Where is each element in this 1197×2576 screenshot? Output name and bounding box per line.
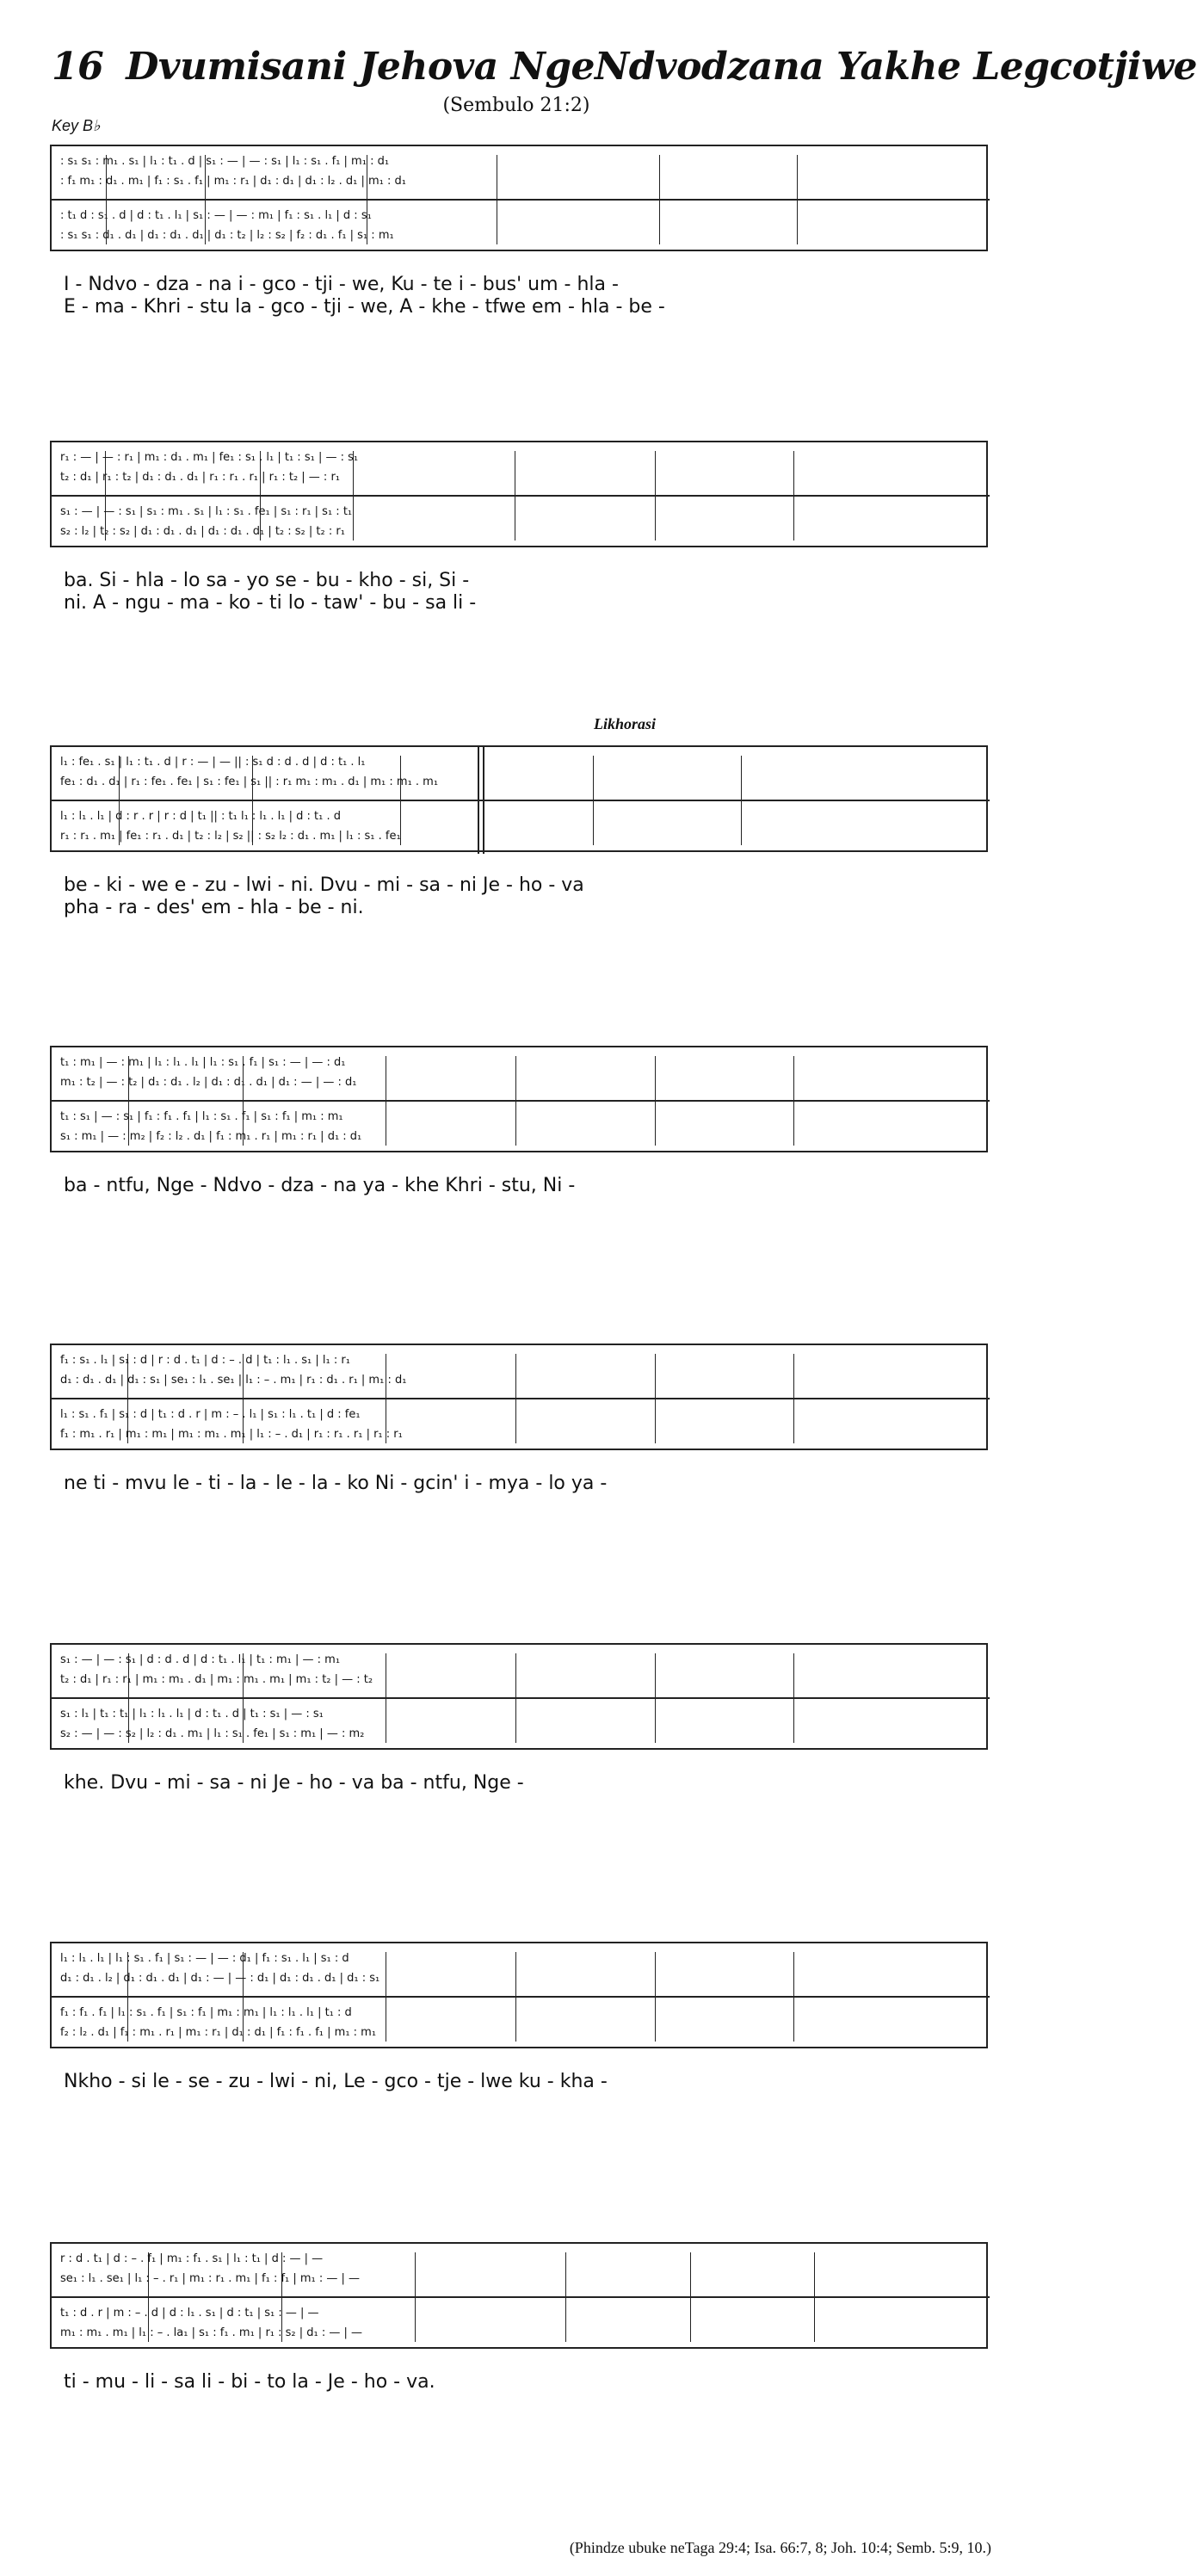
solfa-voice-row: s₁ : l₁ | t₁ : t₁ | l₁ : l₁ . l₁ | d : t₁ . d | t₁ : s₁ | — : s₁ xyxy=(60,1708,324,1720)
lyric-line: khe. Dvu - mi - sa - ni Je - ho - va ba - ntfu, Nge - xyxy=(64,1772,524,1794)
lyric-line: be - ki - we e - zu - lwi - ni. Dvu - mi - sa - ni Je - ho - va xyxy=(64,874,584,896)
lyric-line: ba - ntfu, Nge - Ndvo - dza - na ya - khe Khri - stu, Ni - xyxy=(64,1175,576,1196)
solfa-voice-row: l₁ : fe₁ . s₁ | l₁ : t₁ . d | r : — | — || : s₁ d : d . d | d : t₁ . l₁ xyxy=(60,756,366,769)
solfa-voice-row: s₁ : — | — : s₁ | d : d . d | d : t₁ . l₁ | t₁ : m₁ | — : m₁ xyxy=(60,1653,341,1666)
lyric-line: E - ma - Khri - stu la - gco - tji - we, A - khe - tfwe em - hla - be - xyxy=(64,296,665,318)
solfa-voice-row: : s₁ s₁ : d₁ . d₁ | d₁ : d₁ . d₁ | d₁ : t₂ | l₂ : s₂ | f₂ : d₁ . f₁ | s₁ : m₁ xyxy=(60,229,394,242)
solfa-voice-row: f₂ : l₂ . d₁ | f₁ : m₁ . r₁ | m₁ : r₁ | d₁ : d₁ | f₁ : f₁ . f₁ | m₁ : m₁ xyxy=(60,2026,377,2039)
solfa-staff xyxy=(50,1344,988,1450)
solfa-voice-row: r₁ : r₁ . m₁ | fe₁ : r₁ . d₁ | t₂ : l₂ | s₂ || : s₂ l₂ : d₁ . m₁ | l₁ : s₁ . fe₁ xyxy=(60,830,401,843)
lyric-line: I - Ndvo - dza - na i - gco - tji - we, Ku - te i - bus' um - hla - xyxy=(64,274,619,295)
lyric-line: ne ti - mvu le - ti - la - le - la - ko Ni - gcin' i - mya - lo ya - xyxy=(64,1473,608,1494)
staff-divider xyxy=(52,1398,990,1399)
lyric-line: ti - mu - li - sa li - bi - to la - Je - ho - va. xyxy=(64,2371,435,2393)
solfa-voice-row: : f₁ m₁ : d₁ . m₁ | f₁ : s₁ . f₁ | m₁ : r₁ | d₁ : d₁ | d₁ : l₂ . d₁ | m₁ : d₁ xyxy=(60,175,406,188)
staff-divider xyxy=(52,2296,990,2298)
solfa-staff xyxy=(50,1046,988,1152)
solfa-voice-row: d₁ : d₁ . l₂ | d₁ : d₁ . d₁ | d₁ : — | — : d₁ | d₁ : d₁ . d₁ | d₁ : s₁ xyxy=(60,1972,380,1985)
solfa-voice-row: s₁ : m₁ | — : m₂ | f₂ : l₂ . d₁ | f₁ : m₁ . r₁ | m₁ : r₁ | d₁ : d₁ xyxy=(60,1130,362,1143)
solfa-voice-row: t₁ : d . r | m : – . d | d : l₁ . s₁ | d : t₁ | s₁ : — | — xyxy=(60,2307,319,2320)
solfa-voice-row: f₁ : f₁ . f₁ | l₁ : s₁ . f₁ | s₁ : f₁ | m₁ : m₁ | l₁ : l₁ . l₁ | t₁ : d xyxy=(60,2006,352,2019)
solfa-voice-row: r : d . t₁ | d : – . f₁ | m₁ : f₁ . s₁ | l₁ : t₁ | d : — | — xyxy=(60,2252,324,2265)
solfa-voice-row: f₁ : m₁ . r₁ | m₁ : m₁ | m₁ : m₁ . m₁ | l₁ : – . d₁ | r₁ : r₁ . r₁ | r₁ : r₁ xyxy=(60,1428,403,1441)
lyric-line: ba. Si - hla - lo sa - yo se - bu - kho - si, Si - xyxy=(64,570,470,591)
song-title-text: Dvumisani Jehova NgeNdvodzana Yakhe Legcotjiwe xyxy=(126,45,1197,89)
song-number: 16 xyxy=(52,45,104,89)
solfa-staff xyxy=(50,745,988,852)
staff-divider xyxy=(52,495,990,497)
solfa-voice-row: t₂ : d₁ | r₁ : t₂ | d₁ : d₁ . d₁ | r₁ : r₁ . r₁ | r₁ : t₂ | — : r₁ xyxy=(60,471,340,484)
solfa-voice-row: se₁ : l₁ . se₁ | l₁ : – . r₁ | m₁ : r₁ . m₁ | f₁ : f₁ | m₁ : — | — xyxy=(60,2272,361,2285)
solfa-voice-row: : t₁ d : s₁ . d | d : t₁ . l₁ | s₁ : — | — : m₁ | f₁ : s₁ . l₁ | d : s₁ xyxy=(60,209,372,222)
solfa-staff xyxy=(50,1643,988,1750)
staff-divider xyxy=(52,1996,990,1998)
solfa-voice-row: l₁ : l₁ . l₁ | d : r . r | r : d | t₁ || : t₁ l₁ : l₁ . l₁ | d : t₁ . d xyxy=(60,810,341,823)
solfa-voice-row: f₁ : s₁ . l₁ | s₁ : d | r : d . t₁ | d : – . d | t₁ : l₁ . s₁ | l₁ : r₁ xyxy=(60,1354,350,1367)
song-subtitle: (Sembulo 21:2) xyxy=(442,95,590,116)
solfa-voice-row: s₂ : — | — : s₂ | l₂ : d₁ . m₁ | l₁ : s₁ . fe₁ | s₁ : m₁ | — : m₂ xyxy=(60,1727,365,1740)
lyric-line: pha - ra - des' em - hla - be - ni. xyxy=(64,897,364,918)
solfa-voice-row: l₁ : l₁ . l₁ | l₁ : s₁ . f₁ | s₁ : — | — : d₁ | f₁ : s₁ . l₁ | s₁ : d xyxy=(60,1952,349,1965)
lyric-line: Nkho - si le - se - zu - lwi - ni, Le - gco - tje - lwe ku - kha - xyxy=(64,2071,608,2092)
solfa-staff xyxy=(50,441,988,547)
solfa-voice-row: s₁ : — | — : s₁ | s₁ : m₁ . s₁ | l₁ : s₁ . fe₁ | s₁ : r₁ | s₁ : t₁ xyxy=(60,505,353,518)
staff-divider xyxy=(52,1100,990,1102)
solfa-voice-row: s₂ : l₂ | t₂ : s₂ | d₁ : d₁ . d₁ | d₁ : d₁ . d₁ | t₂ : s₂ | t₂ : r₁ xyxy=(60,525,345,538)
solfa-voice-row: fe₁ : d₁ . d₁ | r₁ : fe₁ . fe₁ | s₁ : fe₁ | s₁ || : r₁ m₁ : m₁ . d₁ | m₁ : m₁ . m₁ xyxy=(60,775,439,788)
solfa-voice-row: m₁ : t₂ | — : t₂ | d₁ : d₁ . l₂ | d₁ : d₁ . d₁ | d₁ : — | — : d₁ xyxy=(60,1076,357,1089)
solfa-voice-row: t₁ : s₁ | — : s₁ | f₁ : f₁ . f₁ | l₁ : s₁ . f₁ | s₁ : f₁ | m₁ : m₁ xyxy=(60,1110,343,1123)
solfa-voice-row: r₁ : — | — : r₁ | m₁ : d₁ . m₁ | fe₁ : s₁ . l₁ | t₁ : s₁ | — : s₁ xyxy=(60,451,359,464)
staff-divider xyxy=(52,1697,990,1699)
staff-divider xyxy=(52,800,990,801)
song-title xyxy=(52,45,1197,89)
solfa-voice-row: d₁ : d₁ . d₁ | d₁ : s₁ | se₁ : l₁ . se₁ | l₁ : – . m₁ | r₁ : d₁ . r₁ | m₁ : d₁ xyxy=(60,1374,407,1387)
staff-divider xyxy=(52,199,990,201)
key-signature: Key B♭ xyxy=(52,117,101,134)
solfa-voice-row: : s₁ s₁ : m₁ . s₁ | l₁ : t₁ . d | s₁ : — | — : s₁ | l₁ : s₁ . f₁ | m₁ : d₁ xyxy=(60,155,390,168)
solfa-staff xyxy=(50,1942,988,2048)
solfa-voice-row: m₁ : m₁ . m₁ | l₁ : – . la₁ | s₁ : f₁ . m₁ | r₁ : s₂ | d₁ : — | — xyxy=(60,2326,363,2339)
solfa-voice-row: l₁ : s₁ . f₁ | s₁ : d | t₁ : d . r | m : – . l₁ | s₁ : l₁ . t₁ | d : fe₁ xyxy=(60,1408,361,1421)
solfa-staff xyxy=(50,2242,988,2349)
solfa-voice-row: t₂ : d₁ | r₁ : r₁ | m₁ : m₁ . d₁ | m₁ : m₁ . m₁ | m₁ : t₂ | — : t₂ xyxy=(60,1673,373,1686)
solfa-voice-row: t₁ : m₁ | — : m₁ | l₁ : l₁ . l₁ | l₁ : s₁ . f₁ | s₁ : — | — : d₁ xyxy=(60,1056,346,1069)
solfa-staff xyxy=(50,145,988,251)
lyric-line: ni. A - ngu - ma - ko - ti lo - taw' - bu - sa li - xyxy=(64,592,477,614)
scripture-references: (Phindze ubuke neTaga 29:4; Isa. 66:7, 8; Joh. 10:4; Semb. 5:9, 10.) xyxy=(569,2539,991,2556)
chorus-label: Likhorasi xyxy=(594,715,657,732)
